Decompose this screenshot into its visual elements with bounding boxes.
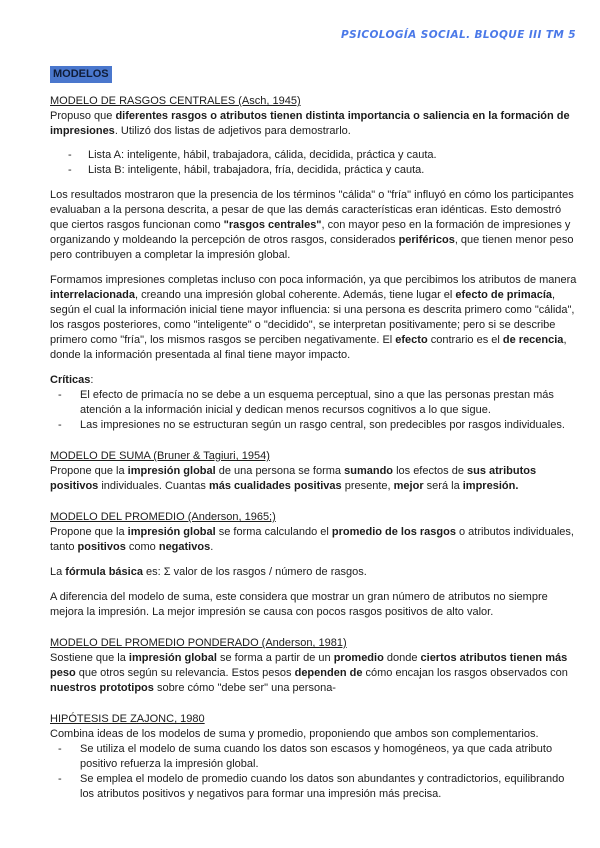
list-item-text	[88, 163, 578, 178]
bold-text-run: promedio	[333, 652, 384, 664]
bold-text-run: periféricos	[398, 234, 455, 246]
paragraph	[50, 109, 578, 139]
bullet-list	[50, 388, 578, 433]
text-run: Propone que la	[50, 526, 128, 538]
bold-text-run: fórmula básica	[65, 566, 143, 578]
text-run: :	[90, 374, 94, 386]
paragraph	[50, 727, 578, 742]
bold-text-run: impresión global	[128, 652, 217, 664]
text-run: cómo encajan los rasgos observados con	[362, 667, 568, 679]
text-run: El efecto de primacía no se debe a un esquema perceptual, sino a que las personas prestan más atención a la información inicial y dedican menos recursos cognitivos a lo que sigue.	[80, 389, 554, 416]
bold-text-run: "rasgos centrales"	[223, 219, 322, 231]
text-run: se forma a partir de un	[216, 652, 334, 664]
section	[50, 510, 578, 620]
text-run: presente,	[341, 480, 394, 492]
bold-text-run: nuestros prototipos	[50, 682, 154, 694]
text-run: , donde la información presentada al final tiene mayor impacto.	[50, 334, 567, 361]
paragraph	[50, 273, 578, 363]
bold-text-run: dependen de	[294, 667, 363, 679]
text-run: Las impresiones no se estructuran según un rasgo central, son predecibles por rasgos individuales.	[80, 419, 565, 431]
text-run: de una persona se forma	[215, 465, 345, 477]
text-run: Propuso que	[50, 110, 116, 122]
list-item-text	[80, 772, 578, 802]
text-run: como	[125, 541, 159, 553]
document-header: PSICOLOGÍA SOCIAL. BLOQUE III TM 5	[341, 29, 576, 41]
text-run: o atributos individuales, tanto	[50, 526, 574, 553]
bold-text-run: impresión global	[127, 526, 216, 538]
text-run: Combina ideas de los modelos de suma y promedio, proponiendo que ambos son complementarios.	[50, 728, 539, 740]
text-run: A diferencia del modelo de suma, este considera que mostrar un gran número de atributos no siempre mejora la impresión. La mejor impresión se causa con pocos rasgos positivos de alto valor.	[50, 591, 548, 618]
bold-text-run: mejor	[393, 480, 424, 492]
list-item	[50, 772, 578, 802]
bold-text-run: sus atributos positivos	[50, 465, 537, 492]
text-run: Lista B: inteligente, hábil, trabajadora, fría, decidida, práctica y cauta.	[88, 164, 425, 176]
bold-text-run: de recencia	[502, 334, 564, 346]
bold-text-run: impresión.	[462, 480, 519, 492]
text-run: contrario es el	[427, 334, 503, 346]
paragraph	[50, 464, 578, 494]
text-run: Lista A: inteligente, hábil, trabajadora, cálida, decidida, práctica y cauta.	[88, 149, 437, 161]
text-run: se forma calculando el	[215, 526, 332, 538]
text-run: , con mayor peso en la formación de impresiones y organizando y moldeando la percepción de otros rasgos, considerados	[50, 219, 571, 246]
text-run: será la	[423, 480, 463, 492]
text-run: , que tienen menor peso pero contribuyen a completar la impresión global.	[50, 234, 574, 261]
paragraph	[50, 373, 578, 388]
bold-text-run: efecto	[395, 334, 428, 346]
list-item	[50, 148, 578, 163]
list-item-text	[80, 388, 578, 418]
bold-text-run: sumando	[344, 465, 394, 477]
bold-text-run: positivos	[77, 541, 126, 553]
highlight-title-row	[50, 66, 578, 83]
list-item-text	[80, 742, 578, 772]
bullet-list	[50, 742, 578, 802]
paragraph	[50, 651, 578, 696]
bold-text-run: ciertos atributos tienen más peso	[50, 652, 568, 679]
text-run: . Utilizó dos listas de adjetivos para demostrarlo.	[114, 125, 351, 137]
paragraph	[50, 590, 578, 620]
bold-text-run: Críticas	[50, 374, 91, 386]
text-run: Los resultados mostraron que la presencia de los términos "cálida" o "fría" influyó en cómo los participantes evaluaban a la persona descrita, a pesar de que las demás características eran idénticas. Esto demostró que ciertos rasgos funcionan como	[50, 189, 574, 231]
paragraph	[50, 565, 578, 580]
text-run: Formamos impresiones completas incluso con poca información, ya que percibimos los atributos de manera	[50, 274, 577, 286]
bullet-list	[50, 148, 578, 178]
list-item	[50, 163, 578, 178]
bullet-dash: -	[68, 164, 72, 176]
list-item	[50, 388, 578, 418]
modelos-highlight-title: MODELOS	[50, 66, 112, 83]
list-item-text	[88, 148, 578, 163]
text-run: que otros según su relevancia. Estos pesos	[75, 667, 295, 679]
text-run: Propone que la	[50, 465, 128, 477]
bold-text-run: negativos	[158, 541, 211, 553]
text-run: , según el cual la información inicial tiene mayor influencia: si una persona es descrita primero como "cálida", los rasgos posteriores, como "inteligente" o "decidido", se interpretan positivamente; pero si se describe primero como "fría", los mismos rasgos se perciben negativamente. El	[50, 289, 575, 346]
section-heading: MODELO DE RASGOS CENTRALES (Asch, 1945)	[50, 95, 301, 107]
bold-text-run: más cualidades positivas	[208, 480, 342, 492]
bold-text-run: impresión global	[127, 465, 216, 477]
text-run: Se utiliza el modelo de suma cuando los datos son escasos y homogéneos, ya que cada atributo positivo refuerza la impresión global.	[80, 743, 553, 770]
bullet-dash: -	[68, 149, 72, 161]
section	[50, 449, 578, 494]
section	[50, 712, 578, 802]
bold-text-run: diferentes rasgos o atributos tienen distinta importancia o saliencia en la formación de impresiones	[50, 110, 570, 137]
bullet-dash: -	[58, 389, 62, 401]
text-run: , creando una impresión global coherente. Además, tiene lugar el	[134, 289, 456, 301]
section-heading: MODELO DEL PROMEDIO PONDERADO (Anderson, 1981)	[50, 637, 347, 649]
section-heading: HIPÓTESIS DE ZAJONC, 1980	[50, 713, 205, 725]
bullet-dash: -	[58, 743, 62, 755]
bullet-dash: -	[58, 419, 62, 431]
section	[50, 94, 578, 433]
sections-container	[50, 94, 578, 802]
list-item	[50, 418, 578, 433]
text-run: La	[50, 566, 66, 578]
list-item-text	[80, 418, 578, 433]
text-run: .	[210, 541, 214, 553]
text-run: sobre cómo "debe ser" una persona-	[153, 682, 336, 694]
text-run: individuales. Cuantas	[98, 480, 209, 492]
text-run: donde	[383, 652, 421, 664]
paragraph	[50, 188, 578, 263]
bold-text-run: interrelacionada	[50, 289, 135, 301]
paragraph	[50, 525, 578, 555]
text-run: los efectos de	[393, 465, 468, 477]
section-heading: MODELO DE SUMA (Bruner & Tagiuri, 1954)	[50, 450, 270, 462]
text-run: Sostiene que la	[50, 652, 129, 664]
bold-text-run: efecto de primacía	[455, 289, 553, 301]
document-content	[50, 66, 578, 802]
text-run: Se emplea el modelo de promedio cuando los datos son abundantes y contradictorios, equilibrando los atributos positivos y negativos para formar una impresión más precisa.	[80, 773, 565, 800]
bold-text-run: promedio de los rasgos	[331, 526, 456, 538]
section-heading: MODELO DEL PROMEDIO (Anderson, 1965;)	[50, 511, 276, 523]
text-run: es: Σ valor de los rasgos / número de rasgos.	[142, 566, 367, 578]
list-item	[50, 742, 578, 772]
section	[50, 636, 578, 696]
bullet-dash: -	[58, 773, 62, 785]
